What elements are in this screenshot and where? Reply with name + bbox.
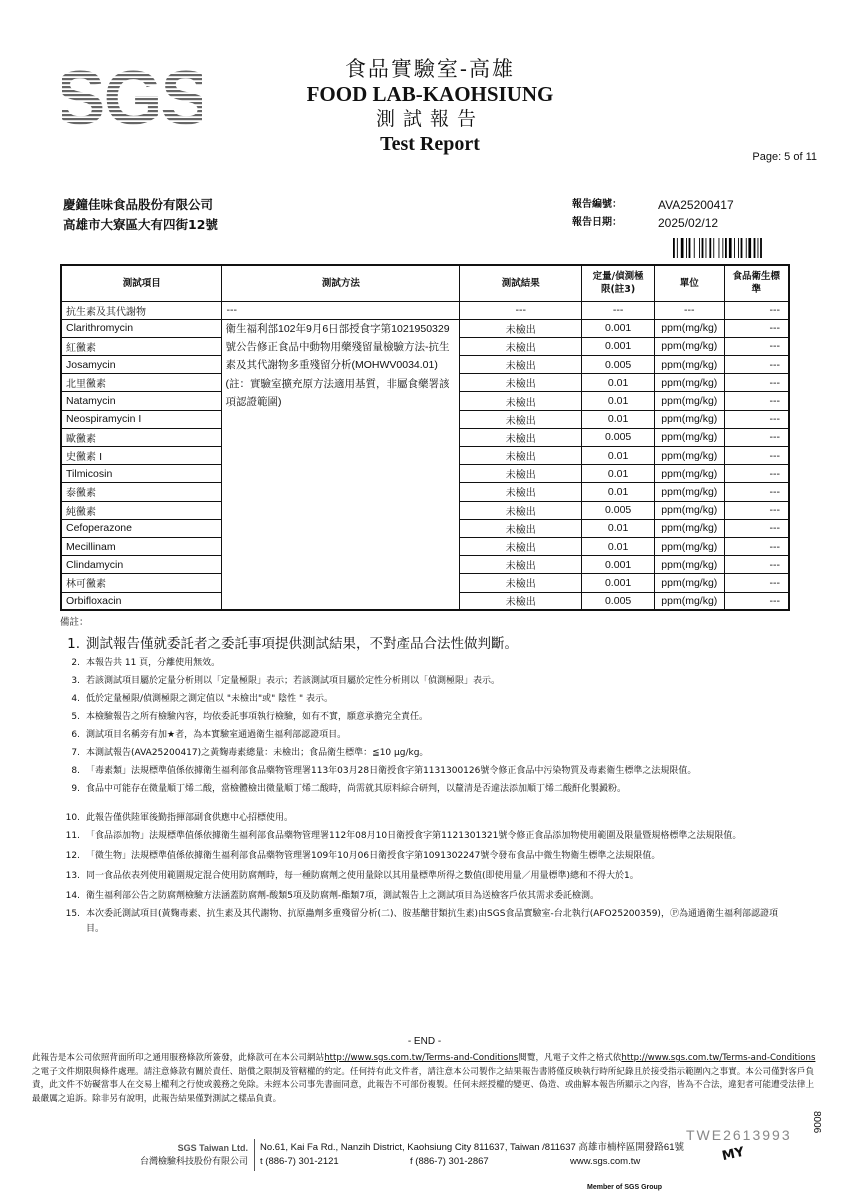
report-title-cn: 測試報告 [375,108,484,130]
footer-web[interactable]: www.sgs.com.tw [570,1156,641,1167]
report-title-en: Test Report [380,133,480,155]
cell-result: 未檢出 [460,574,582,592]
note-number: 15. [65,909,80,919]
cell-item: Clarithromycin [61,319,222,337]
cell-limit: 0.005 [582,356,655,374]
footer-tel: t (886-7) 301-2121 [260,1156,339,1167]
lab-title-en: FOOD LAB-KAOHSIUNG [306,82,554,106]
cell-limit: 0.001 [582,556,655,574]
note-item [60,764,790,779]
report-number: AVA25200417 [658,198,734,212]
cell-item: 紅黴素 [61,337,222,355]
cell-unit: ppm(mg/kg) [655,465,725,483]
cell-unit: --- [655,301,725,319]
table-row [61,301,789,319]
cell-item: 歐黴素 [61,428,222,446]
cell-unit: ppm(mg/kg) [655,356,725,374]
cell-limit: 0.01 [582,374,655,392]
note-number: 3. [71,676,80,686]
terms-link-1[interactable]: http://www.sgs.com.tw/Terms-and-Conditions [324,1053,519,1063]
note-item [60,656,790,671]
note-text: 「毒素類」法規標準值係依據衛生福利部食品藥物管理署113年03月28日衛授食字第1131300126號令修正食品中污染物質及毒素衛生標準之法規限值。 [86,766,697,776]
note-item [60,746,790,761]
note-item [60,889,790,904]
cell-unit: ppm(mg/kg) [655,556,725,574]
cell-standard: --- [724,410,789,428]
note-number: 12. [65,851,80,861]
barcode [673,238,793,258]
cell-item: Neospiramycin I [61,410,222,428]
cell-item: 純黴素 [61,501,222,519]
footer-address-block [260,1141,684,1169]
cell-limit: 0.01 [582,465,655,483]
cell-limit: 0.01 [582,410,655,428]
sgs-logo-graphic [62,50,202,150]
cell-result: 未檢出 [460,519,582,537]
cell-result: 未檢出 [460,337,582,355]
cell-unit: ppm(mg/kg) [655,374,725,392]
note-text: 若該測試項目屬於定量分析則以「定量極限」表示；若該測試項目屬於定性分析則以「偵測極限」表示。 [86,676,501,686]
cell-unit: ppm(mg/kg) [655,483,725,501]
note-text: 本報告共 11 頁，分離使用無效。 [86,658,221,668]
notes-title: 備註： [60,617,89,628]
note-item [60,728,790,743]
cell-unit: ppm(mg/kg) [655,337,725,355]
cell-item: Orbifloxacin [61,592,222,610]
report-number-label: 報告編號： [572,199,622,210]
note-text: 此報告僅供陸軍後勤指揮部副食供應中心招標使用。 [86,813,294,823]
footer-divider [254,1139,255,1171]
cell-item: 泰黴素 [61,483,222,501]
cell-unit: ppm(mg/kg) [655,537,725,555]
cell-method: 衛生福利部102年9月6日部授食字第1021950329號公告修正食品中動物用藥殘留量檢驗方法-抗生素及其代謝物多重殘留分析(MOHWV0034.01)(註：實驗室擴充原方法適用基質，非屬食藥署該項認證範圍) [222,319,460,610]
cell-limit: 0.01 [582,392,655,410]
cell-limit: 0.001 [582,337,655,355]
note-item [60,692,790,707]
note-text: 衛生福利部公告之防腐劑檢驗方法涵蓋防腐劑-酸類5項及防腐劑-酯類7項，測試報告上之測試項目為送檢客戶依其需求委託檢測。 [86,891,599,901]
report-header [250,56,610,156]
footer-company-en: SGS Taiwan Ltd. [177,1143,248,1153]
cell-limit: --- [582,301,655,319]
cell-item: Natamycin [61,392,222,410]
cell-result: 未檢出 [460,392,582,410]
cell-result: 未檢出 [460,501,582,519]
note-number: 13. [65,871,80,881]
client-name: 慶鐘佳味食品股份有限公司 [63,197,214,212]
cell-result: 未檢出 [460,556,582,574]
cell-item: Tilmicosin [61,465,222,483]
cell-result: 未檢出 [460,465,582,483]
cell-standard: --- [724,301,789,319]
note-item [60,849,790,864]
notes-section [60,614,790,937]
cell-standard: --- [724,447,789,465]
note-text: 本次委託測試項目(黃麴毒素、抗生素及其代謝物、抗原蟲劑多重殘留分析(二)、胺基醣苷類抗生素)由SGS食品實驗室-台北執行(AFO25200359)，Ⓟ為通過衛生福利部認證項目。 [86,909,778,934]
cell-method: --- [222,301,460,319]
cell-standard: --- [724,537,789,555]
legal-disclaimer [32,1052,822,1106]
note-item [60,829,790,844]
cell-item: 抗生素及其代謝物 [61,301,222,319]
cell-item: 林可黴素 [61,574,222,592]
lab-title-cn: 食品實驗室-高雄 [344,57,516,81]
terms-link-2[interactable]: http://www.sgs.com.tw/Terms-and-Conditions [621,1053,816,1063]
cell-unit: ppm(mg/kg) [655,519,725,537]
footer-company [98,1141,248,1169]
cell-unit: ppm(mg/kg) [655,428,725,446]
cell-limit: 0.005 [582,501,655,519]
footer-address: No.61, Kai Fa Rd., Nanzih District, Kaohsiung City 811637, Taiwan /811637 高雄市楠梓區開發路61號 [260,1142,684,1153]
report-info [572,196,734,232]
note-text: 測試項目名稱旁有加★者，為本實驗室通過衛生福利部認證項目。 [86,730,347,740]
note-text: 本檢驗報告之所有檢驗內容，均依委託事項執行檢驗，如有不實，願意承擔完全責任。 [86,712,429,722]
cell-standard: --- [724,519,789,537]
header-item: 測試項目 [61,265,222,301]
cell-result: 未檢出 [460,319,582,337]
end-marker: - END - [407,1036,442,1047]
header-standard-text: 食品衛生標準 [732,271,781,296]
footer-member: Member of SGS Group [587,1184,663,1191]
note-number: 1. [67,636,80,652]
cell-limit: 0.01 [582,447,655,465]
note-item [60,869,790,884]
note-text: 食品中可能存在微量順丁烯二酸，當檢體檢出微量順丁烯二酸時，尚需就其原料綜合研判，以釐清是否違法添加順丁烯二酸酐化製澱粉。 [86,784,627,794]
header-unit: 單位 [655,265,725,301]
cell-standard: --- [724,465,789,483]
cell-item: Clindamycin [61,556,222,574]
cell-unit: ppm(mg/kg) [655,574,725,592]
cell-item: 史黴素 I [61,447,222,465]
cell-item: Mecillinam [61,537,222,555]
sgs-logo [62,50,202,150]
cell-result: 未檢出 [460,537,582,555]
cell-limit: 0.001 [582,574,655,592]
cell-limit: 0.001 [582,319,655,337]
cell-item: 北里黴素 [61,374,222,392]
note-text: 低於定量極限/偵測極限之測定值以 "未檢出"或" 陰性 " 表示。 [86,694,334,704]
cell-standard: --- [724,483,789,501]
note-number: 2. [71,658,80,668]
cell-limit: 0.01 [582,519,655,537]
note-number: 4. [71,694,80,704]
cell-unit: ppm(mg/kg) [655,501,725,519]
note-item [60,782,790,797]
serial-number: TWE2613993 [686,1127,792,1143]
cell-standard: --- [724,392,789,410]
cell-unit: ppm(mg/kg) [655,410,725,428]
note-number: 8. [71,766,80,776]
cell-result: 未檢出 [460,410,582,428]
header-result: 測試結果 [460,265,582,301]
note-item [60,674,790,689]
footer-fax: f (886-7) 301-2867 [410,1156,489,1167]
results-table [60,264,790,611]
cell-unit: ppm(mg/kg) [655,319,725,337]
note-text: 本測試報告(AVA25200417)之黃麴毒素總量：未檢出；食品衛生標準：≦10 μg/kg。 [86,748,429,758]
footer-company-cn: 台灣檢驗科技股份有限公司 [139,1157,248,1167]
note-text: 測試報告僅就委託者之委託事項提供測試結果，不對產品合法性做判斷。 [86,636,518,652]
note-number: 5. [71,712,80,722]
header-standard [724,265,789,301]
report-date: 2025/02/12 [658,216,719,230]
page-footer [0,1137,849,1197]
cell-standard: --- [724,501,789,519]
table-row [61,319,789,337]
cell-standard: --- [724,319,789,337]
note-item [60,710,790,725]
cell-result: 未檢出 [460,447,582,465]
cell-unit: ppm(mg/kg) [655,447,725,465]
cell-limit: 0.01 [582,537,655,555]
cell-standard: --- [724,428,789,446]
disclaimer-text-1: 此報告是本公司依照背面所印之通用服務條款所簽發，此條款可在本公司網站 [32,1053,325,1063]
cell-limit: 0.005 [582,428,655,446]
cell-unit: ppm(mg/kg) [655,392,725,410]
svg-text:SGS: SGS [62,56,202,141]
note-item [60,907,790,937]
cell-standard: --- [724,574,789,592]
note-item [60,634,790,654]
side-code: 8006 [811,1111,822,1134]
cell-standard: --- [724,374,789,392]
initials-mark: MY [720,1144,746,1165]
note-number: 14. [65,891,80,901]
cell-limit: 0.005 [582,592,655,610]
table-header-row [61,265,789,301]
disclaimer-text-2: 閱覽，凡電子文件之格式依 [518,1053,622,1063]
cell-standard: --- [724,337,789,355]
cell-result: 未檢出 [460,374,582,392]
cell-item: Cefoperazone [61,519,222,537]
note-item [60,811,790,826]
cell-limit: 0.01 [582,483,655,501]
page-number: Page: 5 of 11 [752,151,817,163]
cell-standard: --- [724,556,789,574]
note-number: 9. [71,784,80,794]
cell-standard: --- [724,356,789,374]
report-date-label: 報告日期： [572,217,622,228]
note-number: 11. [65,831,80,841]
header-method: 測試方法 [222,265,460,301]
note-number: 6. [71,730,80,740]
cell-result: --- [460,301,582,319]
note-text: 同一食品依表列使用範圍規定混合使用防腐劑時，每一種防腐劑之使用量除以其用量標準所得之數值(即使用量／用量標準)總和不得大於1。 [86,871,639,881]
cell-standard: --- [724,592,789,610]
cell-item: Josamycin [61,356,222,374]
client-info [63,195,218,235]
cell-result: 未檢出 [460,483,582,501]
client-address: 高雄市大寮區大有四街12號 [63,217,218,232]
cell-unit: ppm(mg/kg) [655,592,725,610]
cell-result: 未檢出 [460,428,582,446]
notes-list [60,634,790,937]
note-text: 「微生物」法規標準值係依據衛生福利部食品藥物管理署109年10月06日衛授食字第1091302247號令發布食品中微生物衛生標準之法規限值。 [86,851,661,861]
cell-result: 未檢出 [460,356,582,374]
note-number: 7. [71,748,80,758]
note-number: 10. [65,813,80,823]
header-limit [582,265,655,301]
note-text: 「食品添加物」法規標準值係依據衛生福利部食品藥物管理署112年08月10日衛授食字第1121301321號令修正食品添加物使用範圍及限量暨規格標準之法規限值。 [86,831,742,841]
disclaimer-text-3: 之電子文件期限與條件處理。請注意條款有關於責任、賠償之限制及管轄權的約定。任何持有此文件者，請注意本公司製作之結果報告書將僅反映執行時所紀錄且於接受指示範圍內之事實。本公司僅對客戶負責，此文件不妨礙當事人在交易上權利之行使或義務之免除。未經本公司事先書面同意，此報告不可部份複製。任何未經授權的變更、偽造、或曲解本報告所顯示之內容，皆為不合法，違犯者可能遭受法律上最嚴厲之追訴。除非另有說明，此報告結果僅對測試之樣品負責。 [32,1066,815,1104]
cell-result: 未檢出 [460,592,582,610]
header-limit-text: 定量/偵測極限(註3) [592,271,644,296]
